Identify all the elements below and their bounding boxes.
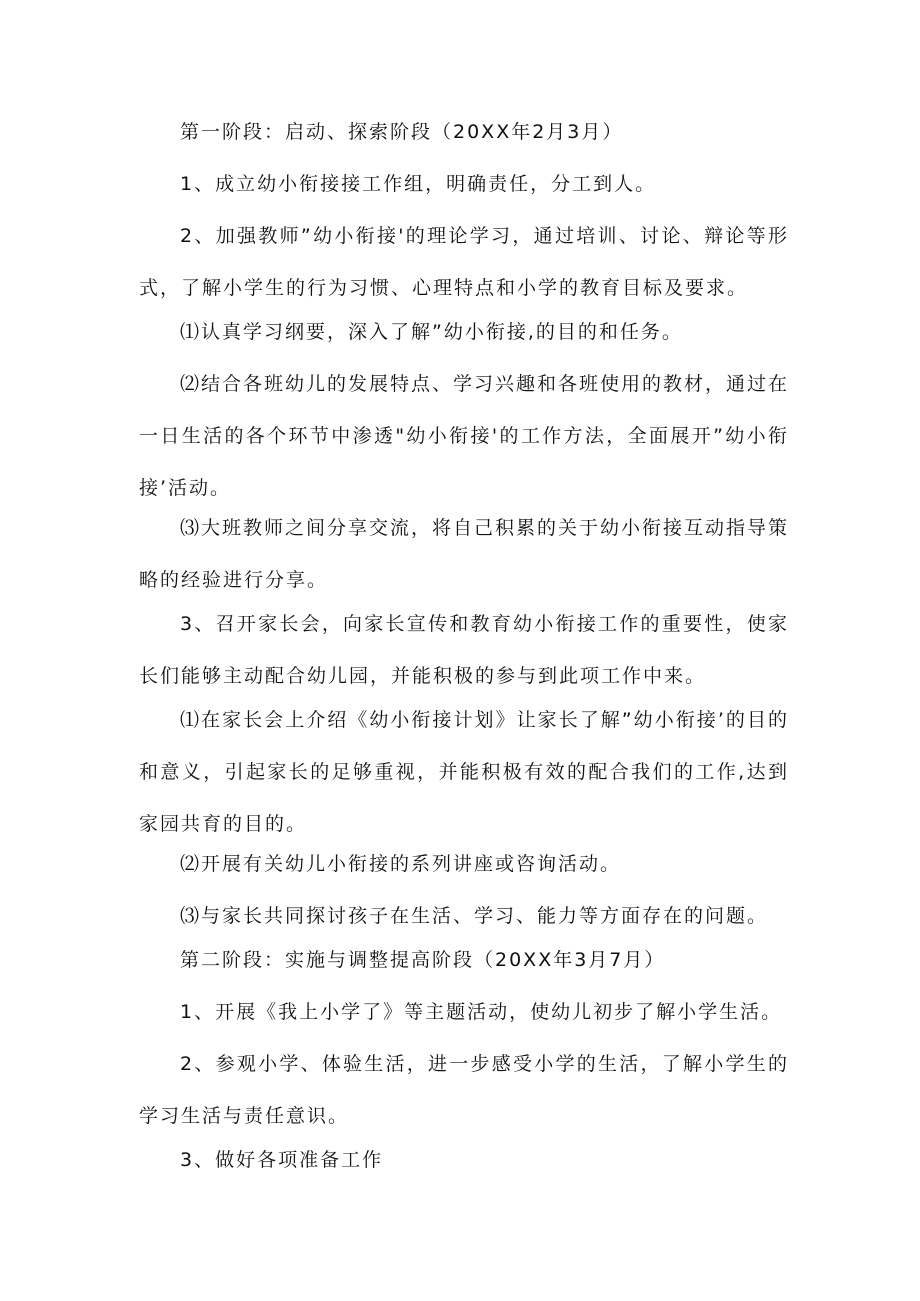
paragraph-item-1: 1、成立幼小衔接接工作组，明确责任，分工到人。 — [180, 173, 657, 195]
paragraph-subitem-1: ⑴在家长会上介绍《幼小衔接计划》让家长了解”幼小衔接’的目的和意义，引起家长的足够重视，并能积极有效的配合我们的工作,达到家园共育的目的。 — [139, 709, 789, 835]
paragraph-item-3: 3、召开家长会，向家长宣传和教育幼小衔接工作的重要性，使家长们能够主动配合幼儿园，并能积极的参与到此项工作中来。 — [139, 613, 789, 687]
paragraph-subitem-2: ⑵结合各班幼儿的发展特点、学习兴趣和各班使用的教材，通过在一日生活的各个环节中渗透"幼小衔接'的工作方法，全面展开”幼小衔接’活动。 — [139, 373, 790, 499]
paragraph-subitem-3: ⑶与家长共同探讨孩子在生活、学习、能力等方面存在的问题。 — [180, 905, 769, 927]
paragraph-subitem-2: ⑵开展有关幼儿小衔接的系列讲座或咨询活动。 — [180, 853, 622, 875]
phase-two-heading: 第二阶段：实施与调整提高阶段（20XX年3月7月） — [180, 949, 666, 971]
paragraph-item-1: 1、开展《我上小学了》等主题活动，使幼儿初步了解小学生活。 — [180, 1001, 783, 1023]
paragraph-subitem-1: ⑴认真学习纲要，深入了解”幼小衔接,的目的和任务。 — [180, 321, 683, 343]
paragraph-item-2: 2、加强教师”幼小衔接'的理论学习，通过培训、讨论、辩论等形式，了解小学生的行为习惯、心理特点和小学的教育目标及要求。 — [139, 225, 789, 299]
paragraph-subitem-3: ⑶大班教师之间分享交流，将自己积累的关于幼小衔接互动指导策略的经验进行分享。 — [139, 517, 790, 591]
paragraph-item-3: 3、做好各项准备工作 — [180, 1149, 384, 1171]
paragraph-item-2: 2、参观小学、体验生活，进一步感受小学的生活，了解小学生的学习生活与责任意识。 — [139, 1053, 789, 1127]
phase-one-heading: 第一阶段：启动、探索阶段（20XX年2月3月） — [180, 121, 624, 143]
